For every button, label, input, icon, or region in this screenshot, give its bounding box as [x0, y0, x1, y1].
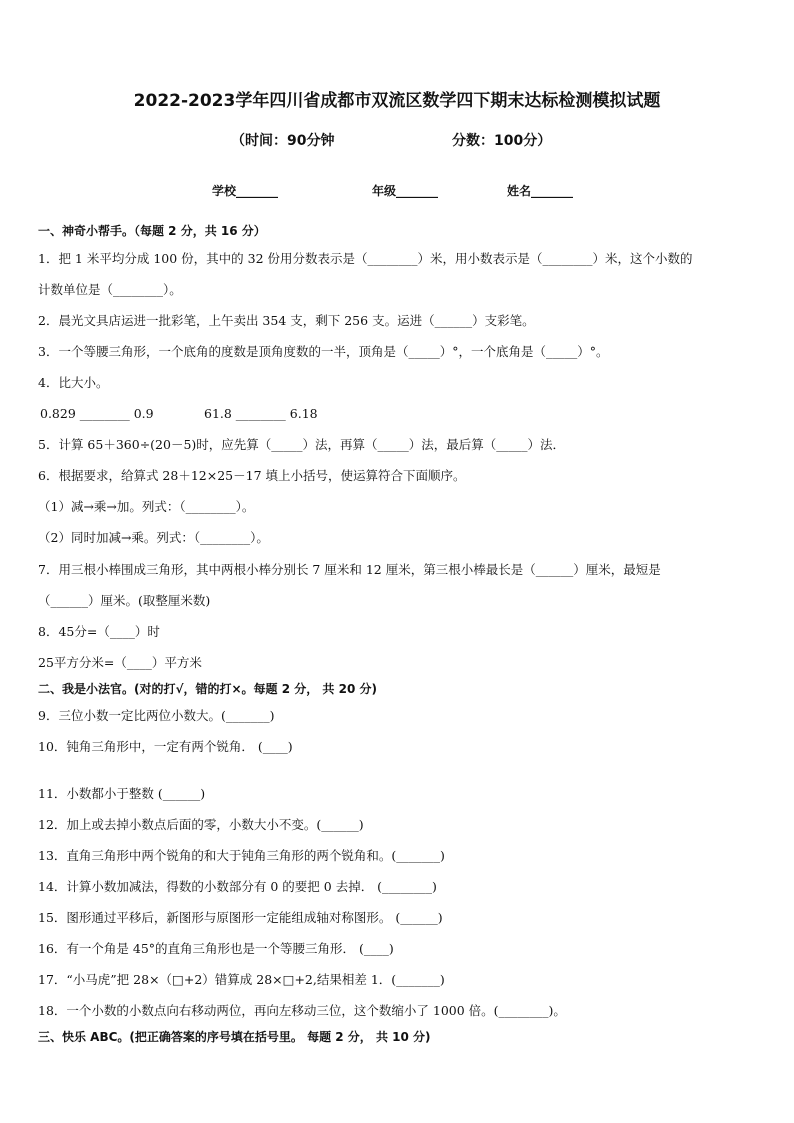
question-8-part-1: 8．45分=（____）时	[38, 624, 160, 639]
question-6: 6．根据要求，给算式 28＋12×25－17 填上小括号，使运算符合下面顺序。	[38, 468, 466, 483]
question-8-part-2: 25平方分米=（____）平方米	[38, 655, 202, 670]
question-18: 18．一个小数的小数点向右移动两位，再向左移动三位，这个数缩小了 1000 倍。(________)。	[38, 1003, 566, 1018]
question-17: 17．“小马虎”把 28×（□+2）错算成 28×□+2,结果相差 1．(_______)	[38, 972, 445, 987]
question-9: 9．三位小数一定比两位小数大。(_______)	[38, 708, 275, 723]
question-4-compare-b: 61.8 ________ 6.18	[204, 406, 318, 421]
grade-field: 年级_______	[372, 184, 439, 198]
school-field: 学校_______	[212, 184, 279, 198]
question-1-line-1: 1．把 1 米平均分成 100 份，其中的 32 份用分数表示是（________）米，用小数表示是（________）米，这个小数的	[38, 251, 693, 266]
question-2: 2．晨光文具店运进一批彩笔，上午卖出 354 支，剩下 256 支。运进（______）支彩笔。	[38, 313, 535, 328]
exam-score: 分数：100分）	[452, 133, 552, 149]
question-5: 5．计算 65＋360÷(20－5)时，应先算（_____）法，再算（_____）法，最后算（_____）法．	[38, 437, 566, 452]
question-7-line-1: 7．用三根小棒围成三角形，其中两根小棒分别长 7 厘米和 12 厘米，第三根小棒最长是（______）厘米，最短是	[38, 562, 661, 577]
question-6-part-1: （1）减→乘→加。列式：（________）。	[38, 499, 255, 514]
question-1-line-2: 计数单位是（________）。	[38, 282, 182, 297]
exam-time: （时间：90分钟	[231, 133, 335, 149]
question-16: 16．有一个角是 45°的直角三角形也是一个等腰三角形． (____)	[38, 941, 394, 956]
question-14: 14．计算小数加减法，得数的小数部分有 0 的要把 0 去掉． (________)	[38, 879, 437, 894]
question-4: 4．比大小。	[38, 375, 109, 390]
question-13: 13．直角三角形中两个锐角的和大于钝角三角形的两个锐角和。(_______)	[38, 848, 445, 863]
exam-title: 2022-2023学年四川省成都市双流区数学四下期末达标检测模拟试题	[133, 91, 661, 111]
question-12: 12．加上或去掉小数点后面的零，小数大小不变。(______)	[38, 817, 364, 832]
question-4-compare-a: 0.829 ________ 0.9	[40, 406, 154, 421]
name-field: 姓名_______	[507, 184, 574, 198]
question-15: 15．图形通过平移后，新图形与原图形一定能组成轴对称图形。 (______)	[38, 910, 443, 925]
question-10: 10．钝角三角形中，一定有两个锐角． (____)	[38, 739, 293, 754]
question-3: 3．一个等腰三角形，一个底角的度数是顶角度数的一半，顶角是（_____）°，一个底角是（_____）°。	[38, 344, 609, 359]
question-7-line-2: （______）厘米。(取整厘米数)	[38, 593, 211, 608]
question-6-part-2: （2）同时加减→乘。列式：（________）。	[38, 530, 269, 545]
section-3-heading: 三、快乐 ABC。(把正确答案的序号填在括号里。 每题 2 分， 共 10 分)	[38, 1030, 431, 1044]
question-11: 11．小数都小于整数 (______)	[38, 786, 206, 801]
section-1-heading: 一、神奇小帮手。（每题 2 分，共 16 分）	[38, 224, 266, 238]
section-2-heading: 二、我是小法官。(对的打√，错的打×。每题 2 分， 共 20 分)	[38, 682, 377, 696]
